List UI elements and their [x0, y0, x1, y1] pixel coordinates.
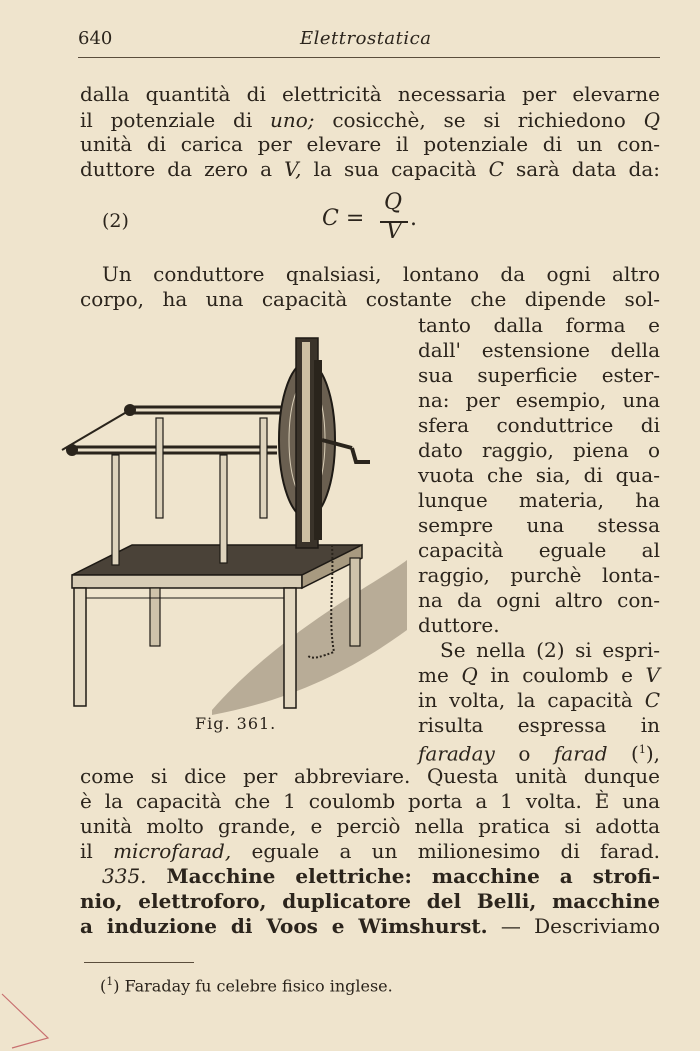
text-line: unità di carica per elevare il potenziale di un con- [80, 132, 660, 156]
text-line: lunque materia, ha [418, 488, 660, 512]
text-line: come si dice per abbreviare. Questa unità dunque [80, 764, 660, 788]
capacity-equation [322, 192, 442, 248]
text-line: sfera conduttrice di [418, 413, 660, 437]
equation-number: (2) [102, 210, 129, 232]
equation-lhs: C = [322, 206, 365, 231]
equation-numerator: Q [384, 190, 403, 215]
text-line: in volta, la capacità C [418, 688, 660, 712]
text-line: na: per esempio, una [418, 388, 660, 412]
text-line: unità molto grande, e perciò nella pratica si adotta [80, 814, 660, 838]
text-line: Se nella (2) si espri- [440, 638, 660, 662]
text-line: dato raggio, piena o [418, 438, 660, 462]
running-title: Elettrostatica [300, 28, 432, 49]
text-line: dalla quantità di elettricità necessaria per elevarne [80, 82, 660, 106]
text-line: vuota che sia, di qua- [418, 463, 660, 487]
page-number: 640 [78, 28, 113, 49]
text-line: na da ogni altro con- [418, 588, 660, 612]
footnote: ($^1$) Faraday fu celebre fisico inglese. [100, 975, 393, 996]
text-line: il potenziale di uno; cosicchè, se si richiedono Q [80, 108, 660, 132]
section-heading-line: 335. Macchine elettriche: macchine a strofi- [102, 864, 660, 888]
header-rule [78, 57, 660, 58]
electrostatic-machine-illustration [52, 330, 412, 715]
text-line: risulta espressa in [418, 713, 660, 737]
text-line: duttore. [418, 613, 500, 637]
text-line: raggio, purchè lonta- [418, 563, 660, 587]
folded-corner-mark [0, 992, 60, 1051]
text-line: Un conduttore qnalsiasi, lontano da ogni altro [102, 262, 660, 286]
text-line: me Q in coulomb e V [418, 663, 660, 687]
section-heading-line: nio, elettroforo, duplicatore del Belli, macchine [80, 889, 660, 913]
text-line: il microfarad, eguale a un milionesimo di farad. [80, 839, 660, 863]
text-line: è la capacità che 1 coulomb porta a 1 volta. È una [80, 789, 660, 813]
text-line: faraday o farad ($^1$), [418, 741, 660, 766]
equation-end: . [410, 206, 417, 231]
text-line: sempre una stessa [418, 513, 660, 537]
text-line: dall' estensione della [418, 338, 660, 362]
text-line: corpo, ha una capacità costante che dipende sol- [80, 287, 660, 311]
text-line: sua superficie ester- [418, 363, 660, 387]
figure-caption: Fig. 361. [195, 714, 277, 733]
text-line: capacità eguale al [418, 538, 660, 562]
equation-denominator: V [386, 219, 402, 244]
footnote-rule [84, 962, 194, 963]
text-line: a induzione di Voos e Wimshurst. — Descriviamo [80, 914, 660, 938]
text-line: tanto dalla forma e [418, 313, 660, 337]
text-line: duttore da zero a V, la sua capacità C sarà data da: [80, 157, 660, 181]
